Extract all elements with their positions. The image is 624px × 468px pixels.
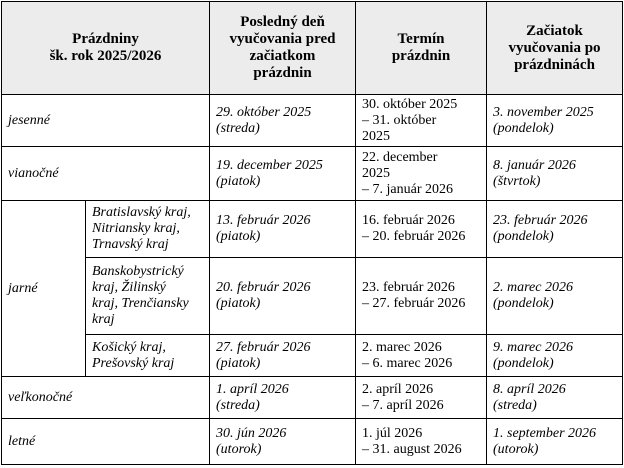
- term-cell: 30. október 2025 – 31. október 2025: [356, 95, 487, 147]
- header-holidays: Prázdniny šk. rok 2025/2026: [2, 2, 210, 95]
- start-cell: 3. november 2025 (pondelok): [487, 95, 623, 147]
- last-day-cell: 29. október 2025 (streda): [210, 95, 356, 147]
- start-cell: 8. apríl 2026 (streda): [487, 377, 623, 419]
- header-row: [2, 2, 623, 95]
- term-cell: 1. júl 2026 – 31. august 2026: [356, 419, 487, 465]
- table-row: [2, 95, 623, 147]
- table-row: [2, 258, 623, 335]
- term-cell: 23. február 2026 – 27. február 2026: [356, 258, 487, 335]
- table-row: [2, 201, 623, 258]
- start-cell: 23. február 2026 (pondelok): [487, 201, 623, 258]
- table-row: [2, 377, 623, 419]
- last-day-cell: 30. jún 2026 (utorok): [210, 419, 356, 465]
- start-cell: 8. január 2026 (štvrtok): [487, 147, 623, 201]
- region-cell: Banskobystrický kraj, Žilinský kraj, Trenčiansky kraj: [86, 258, 210, 335]
- start-cell: 1. september 2026 (utorok): [487, 419, 623, 465]
- holiday-name: vianočné: [2, 147, 210, 201]
- last-day-cell: 19. december 2025 (piatok): [210, 147, 356, 201]
- start-cell: 9. marec 2026 (pondelok): [487, 335, 623, 377]
- holiday-name: jesenné: [2, 95, 210, 147]
- holiday-table: [1, 1, 623, 465]
- holiday-name: veľkonočné: [2, 377, 210, 419]
- last-day-cell: 13. február 2026 (piatok): [210, 201, 356, 258]
- term-cell: 2. apríl 2026 – 7. apríl 2026: [356, 377, 487, 419]
- region-cell: Bratislavský kraj, Nitriansky kraj, Trnavský kraj: [86, 201, 210, 258]
- header-term: Termín prázdnin: [356, 2, 487, 95]
- last-day-cell: 1. apríl 2026 (streda): [210, 377, 356, 419]
- table-row: [2, 335, 623, 377]
- table-row: [2, 147, 623, 201]
- last-day-cell: 20. február 2026 (piatok): [210, 258, 356, 335]
- header-start: Začiatok vyučovania po prázdninách: [487, 2, 623, 95]
- last-day-cell: 27. február 2026 (piatok): [210, 335, 356, 377]
- term-cell: 2. marec 2026 – 6. marec 2026: [356, 335, 487, 377]
- term-cell: 16. február 2026 – 20. február 2026: [356, 201, 487, 258]
- header-last-day: Posledný deň vyučovania pred začiatkom prázdnin: [210, 2, 356, 95]
- holiday-name: letné: [2, 419, 210, 465]
- holiday-name: jarné: [2, 201, 86, 377]
- start-cell: 2. marec 2026 (pondelok): [487, 258, 623, 335]
- table-row: [2, 419, 623, 465]
- region-cell: Košický kraj, Prešovský kraj: [86, 335, 210, 377]
- term-cell: 22. december 2025 – 7. január 2026: [356, 147, 487, 201]
